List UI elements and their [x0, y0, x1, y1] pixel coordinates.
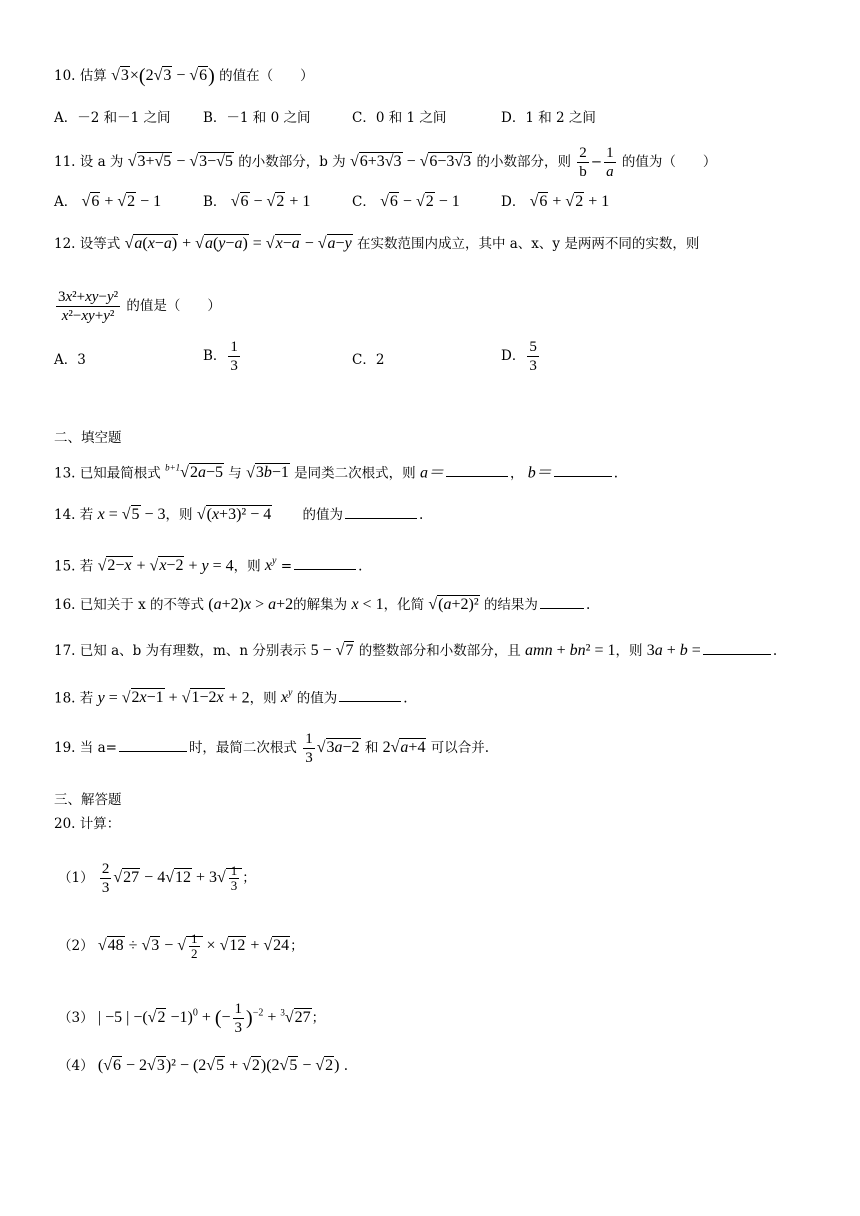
q11-frac-1-a: $\frac{1}{a}$	[606, 145, 614, 180]
question-16: 16. 已知关于 x 的不等式 (a+2)x > a+2的解集为 x < 1，化简 √(a+2)² 的结果为 .	[54, 596, 591, 613]
question-15: 15. 若 √2−x + √x−2 + y = 4，则 $x^y$ = .	[54, 556, 363, 575]
q10-option-a[interactable]: A．－2 和－1 之间	[54, 110, 171, 126]
question-17: 17. 已知 a、b 为有理数，m、n 分别表示 5 − √7 的整数部分和小数部分，且 amn + bn² = 1，则 3a + b = .	[54, 642, 778, 659]
q17-blank[interactable]	[703, 640, 771, 655]
question-19: 19. 当 a= 时，最简二次根式 $\frac{1}{3}$ √3a−2 和 2√a+4 可以合并.	[54, 731, 490, 766]
q13-root-2: √3b−1	[246, 464, 289, 482]
q16-blank[interactable]	[540, 594, 584, 609]
q11-expression-a: √3+√5 − √3−√5	[127, 153, 233, 170]
q12-option-d[interactable]: D． $\frac{5}{3}$	[501, 339, 537, 374]
section-solve-title: 三、解答题	[54, 792, 122, 808]
q15-blank[interactable]	[294, 555, 356, 570]
q11-option-a[interactable]: A． √6 + √2 − 1	[54, 193, 162, 210]
q10-expression: √3×(2√3 − √6)	[111, 65, 215, 87]
question-20: 20. 计算：	[54, 816, 121, 832]
q11-expression-b: √6+3√3 − √6−3√3	[349, 153, 472, 170]
q20-part-2: （2） √48 ÷ √3 − √ $\frac{1}{2}$ × √12 + √24；	[58, 931, 304, 961]
q10-option-d[interactable]: D．1 和 2 之间	[501, 110, 596, 126]
q20-part-3: （3） | −5 | $-(√2 -1)^0$ + (− $\frac{1}{3}$ )$^{-2}$ + $^3$√27；	[58, 1001, 326, 1036]
question-10: 10. 估算 √3×(2√3 − √6) 的值在（ ）	[54, 65, 314, 87]
q12-option-b[interactable]: B． $\frac{1}{3}$	[203, 339, 238, 374]
question-12-cont: $\frac{\text{3x²+xy−y²}}{\text{x²−xy+y²}}$ 的值是（ ）	[58, 289, 221, 324]
q10-option-b[interactable]: B．－1 和 0 之间	[203, 110, 311, 126]
q11-option-d[interactable]: D． √6 + √2 + 1	[501, 193, 610, 210]
q11-option-c[interactable]: C． √6 − √2 − 1	[352, 193, 460, 210]
q13-blank-a[interactable]	[446, 462, 508, 477]
section-fill-title: 二、填空题	[54, 430, 122, 446]
q13-root-1: $^{b+1}$√2a−5	[165, 463, 223, 482]
q12-equation: √a(x−a) + √a(y−a) = √x−a − √a−y	[124, 235, 352, 252]
q20-part-1: （1） $\frac{2}{3}$ √27 − 4√12 + 3√ $\frac{1}{3}$ ；	[58, 861, 256, 896]
q10-option-c[interactable]: C．0 和 1 之间	[352, 110, 447, 126]
question-13: 13. 已知最简根式 $^{b+1}$√2a−5 与 √3b−1 是同类二次根式，则 a＝ ， b＝ .	[54, 463, 619, 482]
question-14: 14. 若 x = √5 − 3，则 √(x+3)² − 4 的值为 .	[54, 506, 424, 523]
q19-blank[interactable]	[119, 737, 187, 752]
question-11: 11. 设 a 为 √3+√5 − √3−√5 的小数部分，b 为 √6+3√3 − √6−3√3 的小数部分，则 $\frac{2}{b}$ − $\frac{1}{a}$ 的值为（ ）	[54, 145, 717, 180]
q13-blank-b[interactable]	[554, 462, 612, 477]
q20-part-4: （4） (√6 − 2√3)² − (2√5 + √2)(2√5 − √2) .	[58, 1057, 349, 1074]
q12-fraction: $\frac{\text{3x²+xy−y²}}{\text{x²−xy+y²}}$	[58, 289, 119, 324]
q14-blank[interactable]	[345, 504, 417, 519]
q12-option-c[interactable]: C．2	[352, 352, 385, 368]
question-18: 18. 若 y = √2x−1 + √1−2x + 2，则 $x^y$ 的值为 .	[54, 688, 408, 707]
q18-blank[interactable]	[339, 687, 401, 702]
q11-option-b[interactable]: B． √6 − √2 + 1	[203, 193, 311, 210]
q11-frac-2-b: $\frac{2}{b}$	[579, 145, 587, 180]
q12-option-a[interactable]: A．3	[54, 352, 86, 368]
question-12: 12. 设等式 √a(x−a) + √a(y−a) = √x−a − √a−y 在实数范围内成立，其中 a、x、y 是两两不同的实数，则	[54, 235, 700, 252]
